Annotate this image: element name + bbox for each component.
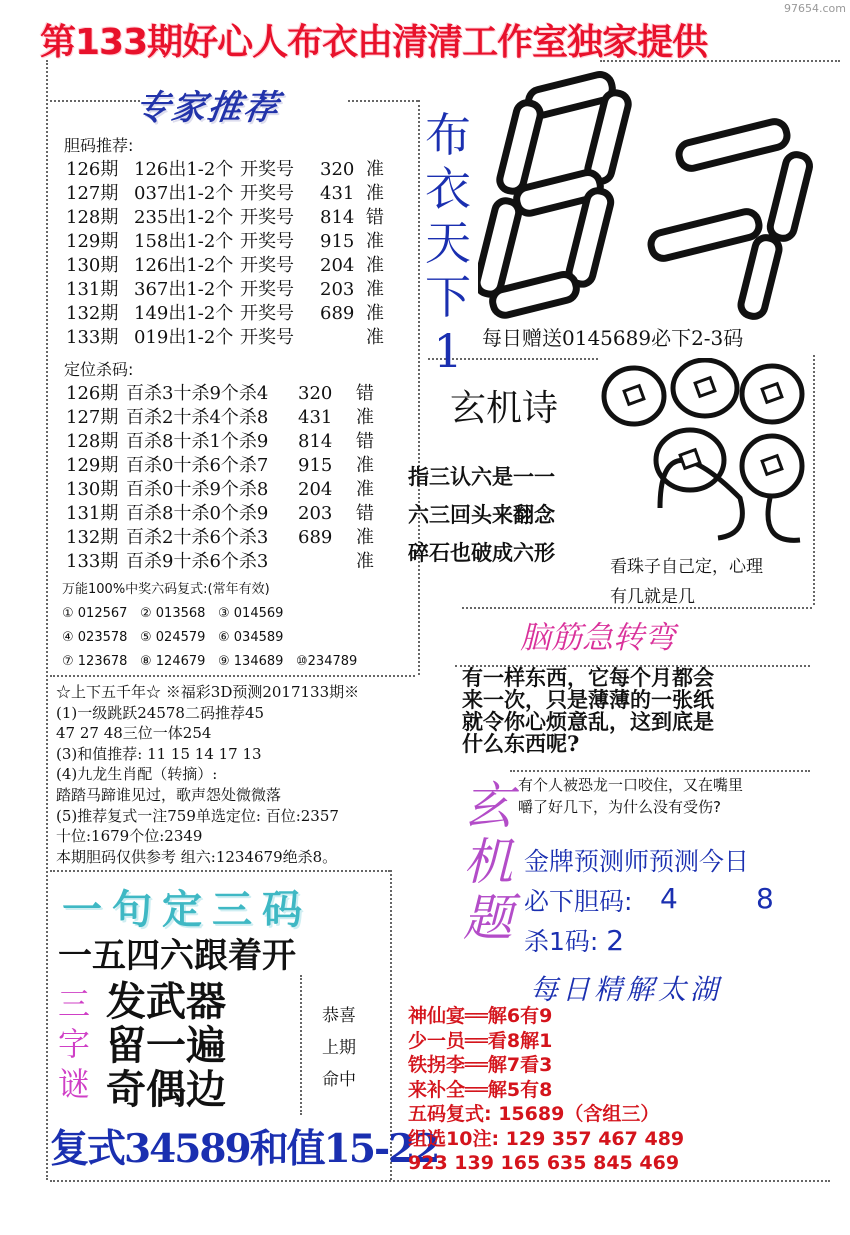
gold-kill-value: 2 [606,924,625,957]
period-cell: 129期 [66,231,119,252]
table-row [66,158,406,182]
six-code: ⑥ 034589 [218,630,284,645]
gold-kill-label: 杀1码: [524,927,599,956]
num-cell: 689 [298,527,333,548]
congrats-line: 恭喜 [322,1006,356,1026]
riddle-vertical-title [54,984,94,1104]
vertical-char: 机 [463,833,513,891]
period-cell: 128期 [66,207,119,228]
poem-lines [408,458,555,572]
table-row [66,182,406,206]
vertical-char: 玄 [463,777,513,835]
gold-kill-row [524,922,624,958]
big-digits-illustration [478,62,818,324]
one-sentence-title: 一句定三码 [62,887,312,933]
pick-cell: 百杀9十杀6个杀3 [126,551,269,572]
taihu-line: 五码复式: 15689（含组三） [408,1103,660,1125]
brain-teaser-title: 脑筋急转弯 [520,620,675,656]
mystery-question [518,774,743,818]
forecast-line: ☆上下五千年☆ ※福彩3D预测2017133期※ [56,683,360,701]
six-code: ① 012567 [62,606,128,621]
forecast-line: (5)推荐复式一注759单选定位: 百位:2357 [56,806,339,825]
pick-cell: 158出1-2个 [134,231,234,252]
table-row [66,206,406,230]
label-cell: 开奖号 [240,183,294,204]
label-cell: 开奖号 [240,279,294,300]
vertical-char: 谜 [57,1065,90,1103]
label-cell: 开奖号 [240,327,294,348]
result-cell: 准 [366,255,384,276]
six-code: ④ 023578 [62,630,128,645]
forecast-line: (1)一级跳跃24578二码推荐45 [56,703,265,722]
period-cell: 132期 [66,527,119,548]
position-kill-label: 定位杀码: [64,360,134,379]
pick-cell: 百杀8十杀1个杀9 [126,431,269,452]
period-cell: 130期 [66,479,119,500]
vertical-char: 题 [463,889,513,947]
divider-top-left [50,100,140,102]
poem-note [610,552,763,612]
result-cell: 错 [366,207,384,228]
gold-dan-value: 8 [756,882,774,915]
six-code-row [62,626,412,650]
six-code-row [62,650,412,674]
taihu-title: 每日精解太湖 [530,973,723,1006]
period-cell: 133期 [66,327,119,348]
vertical-char: 布 [425,108,471,162]
result-cell: 准 [356,455,374,476]
six-code-title: 万能100%中奖六码复式:(常年有效) [62,582,270,597]
forecast-line: (4)九龙生肖配（转摘）: [56,765,218,784]
num-cell: 915 [298,455,333,476]
taihu-line: 923 139 165 635 845 469 [408,1152,680,1174]
period-cell: 127期 [66,183,119,204]
result-cell: 准 [366,303,384,324]
result-cell: 准 [356,407,374,428]
poem-line: 六三回头来翻念 [408,503,555,527]
buyi-vertical-title [420,108,476,378]
congrats-line: 上期 [322,1038,356,1058]
riddle-lines [106,980,226,1112]
poem-line: 碎石也破成六形 [408,541,555,565]
six-code: ⑧ 124679 [140,654,206,669]
brain-teaser-text [462,667,714,755]
six-code: ③ 014569 [218,606,284,621]
taihu-line: 神仙宴══解6有9 [408,1005,553,1027]
table-row [66,230,406,254]
gold-dan-row [524,882,814,916]
num-cell: 431 [298,407,333,428]
label-cell: 开奖号 [240,159,294,180]
period-cell: 126期 [66,383,119,404]
divider-left [46,60,48,1180]
num-cell: 915 [320,231,355,252]
label-cell: 开奖号 [240,255,294,276]
six-code: ② 013568 [140,606,206,621]
table-row [66,454,406,478]
table-row [66,526,406,550]
pick-cell: 百杀0十杀9个杀8 [126,479,269,500]
vertical-char: 下 [425,270,471,324]
pick-cell: 百杀8十杀0个杀9 [126,503,269,524]
period-cell: 129期 [66,455,119,476]
period-cell: 133期 [66,551,119,572]
num-cell: 320 [320,159,355,180]
table-row [66,406,406,430]
period-cell: 132期 [66,303,119,324]
taihu-line: 来补全══解5有8 [408,1078,553,1101]
num-cell: 204 [298,479,333,500]
table-row [66,326,406,350]
forecast-line: 踏踏马蹄谁见过，歌声怨处微微落 [56,785,282,804]
dan-table [66,158,406,350]
six-code: ⑤ 024579 [140,630,206,645]
pick-cell: 百杀0十杀6个杀7 [126,455,269,476]
poem-title: 玄机诗 [450,388,559,429]
pick-cell: 百杀2十杀4个杀8 [126,407,269,428]
num-cell: 320 [298,383,333,404]
taihu-line: 铁拐李══解7看3 [408,1054,553,1076]
divider-left-mid [50,675,415,677]
result-cell: 错 [356,383,374,404]
result-cell: 准 [366,279,384,300]
result-cell: 准 [356,479,374,500]
num-cell: 814 [320,207,355,228]
vertical-char: 天 [425,216,471,270]
divider-riddle [300,975,302,1115]
period-cell: 131期 [66,279,119,300]
forecast-line: 本期胆码仅供参考 组六:1234679绝杀8。 [56,847,338,866]
expert-heading: 专家推荐 [132,88,283,128]
result-cell: 准 [366,231,384,252]
divider-mystery-top [510,770,810,772]
gold-predictor-title: 金牌预测师预测今日 [524,847,750,876]
taihu-lines [408,1004,684,1176]
table-row [66,302,406,326]
taihu-line: 组选10注: 129 357 467 489 [408,1127,685,1150]
page-title: 第133期好心人布衣由清清工作室独家提供 [40,22,708,63]
label-cell: 开奖号 [240,231,294,252]
label-cell: 开奖号 [240,303,294,324]
gold-dan-value: 4 [660,882,678,915]
riddle-line: 发武器 [106,979,226,1025]
taihu-line: 少一员══看8解1 [408,1029,553,1052]
period-cell: 126期 [66,159,119,180]
num-cell: 814 [298,431,333,452]
table-row [66,478,406,502]
pick-cell: 126出1-2个 [134,159,234,180]
poem-line: 指三认六是一一 [408,465,555,489]
pick-cell: 149出1-2个 [134,303,234,324]
congrats-line: 命中 [322,1070,356,1090]
table-row [66,254,406,278]
label-cell: 开奖号 [240,207,294,228]
num-cell: 689 [320,303,355,324]
table-row [66,550,406,574]
table-row [66,382,406,406]
note-line: 看珠子自己定，心理 [610,557,763,577]
teaser-line: 有一样东西，它每个月都会 [462,665,714,690]
period-cell: 130期 [66,255,119,276]
coins-illustration [600,358,814,546]
result-cell: 准 [356,527,374,548]
divider-sentence-top [50,870,390,872]
result-cell: 错 [356,431,374,452]
vertical-char: 衣 [425,162,471,216]
daily-gift-text: 每日赠送0145689必下2-3码 [482,326,744,350]
num-cell: 203 [320,279,355,300]
riddle-line: 奇偶边 [106,1067,226,1113]
dan-label: 胆码推荐: [64,136,134,155]
riddle-line: 留一遍 [106,1023,226,1069]
period-cell: 127期 [66,407,119,428]
compound-bet-text: 复式34589和值15-22 [50,1126,439,1172]
six-code: ⑩234789 [296,654,358,669]
teaser-line: 就令你心烦意乱，这到底是 [462,709,714,734]
mystery-line: 有个人被恐龙一口咬住，又在嘴里 [518,776,744,794]
vertical-char: 字 [57,1025,90,1063]
result-cell: 错 [356,503,374,524]
result-cell: 准 [366,159,384,180]
vertical-char: 1 [433,324,463,378]
forecast-line: 47 27 48三位一体254 [56,724,212,743]
result-cell: 准 [366,183,384,204]
pick-cell: 037出1-2个 [134,183,234,204]
forecast-block [56,682,359,867]
teaser-line: 来一次，只是薄薄的一张纸 [462,687,714,712]
note-line: 有几就是几 [610,587,695,607]
forecast-line: 十位:1679个位:2349 [56,827,203,846]
period-cell: 131期 [66,503,119,524]
num-cell: 204 [320,255,355,276]
vertical-char: 三 [57,985,90,1023]
site-watermark: 97654.com [784,2,846,15]
mystery-vertical-title [458,778,518,946]
six-code-block [62,578,412,674]
num-cell: 203 [298,503,333,524]
pick-cell: 百杀3十杀9个杀4 [126,383,269,404]
position-kill-table [66,382,406,574]
mystery-line: 嚼了好几下，为什么没有受伤? [518,798,721,816]
pick-cell: 367出1-2个 [134,279,234,300]
pick-cell: 百杀2十杀6个杀3 [126,527,269,548]
divider-bottom [50,1180,830,1182]
table-row [66,502,406,526]
forecast-line: (3)和值推荐: 11 15 14 17 13 [56,744,262,763]
divider-top-right [348,100,418,102]
six-code: ⑦ 123678 [62,654,128,669]
pick-cell: 019出1-2个 [134,327,234,348]
six-code-row [62,602,412,626]
result-cell: 准 [356,551,374,572]
table-row [66,430,406,454]
table-row [66,278,406,302]
pick-cell: 126出1-2个 [134,255,234,276]
one-sentence-text: 一五四六跟着开 [58,936,296,976]
pick-cell: 235出1-2个 [134,207,234,228]
teaser-line: 什么东西呢? [462,731,580,756]
riddle-congrats [322,1000,356,1096]
result-cell: 准 [366,327,384,348]
six-code: ⑨ 134689 [218,654,284,669]
num-cell: 431 [320,183,355,204]
gold-dan-label: 必下胆码: [524,887,633,916]
period-cell: 128期 [66,431,119,452]
